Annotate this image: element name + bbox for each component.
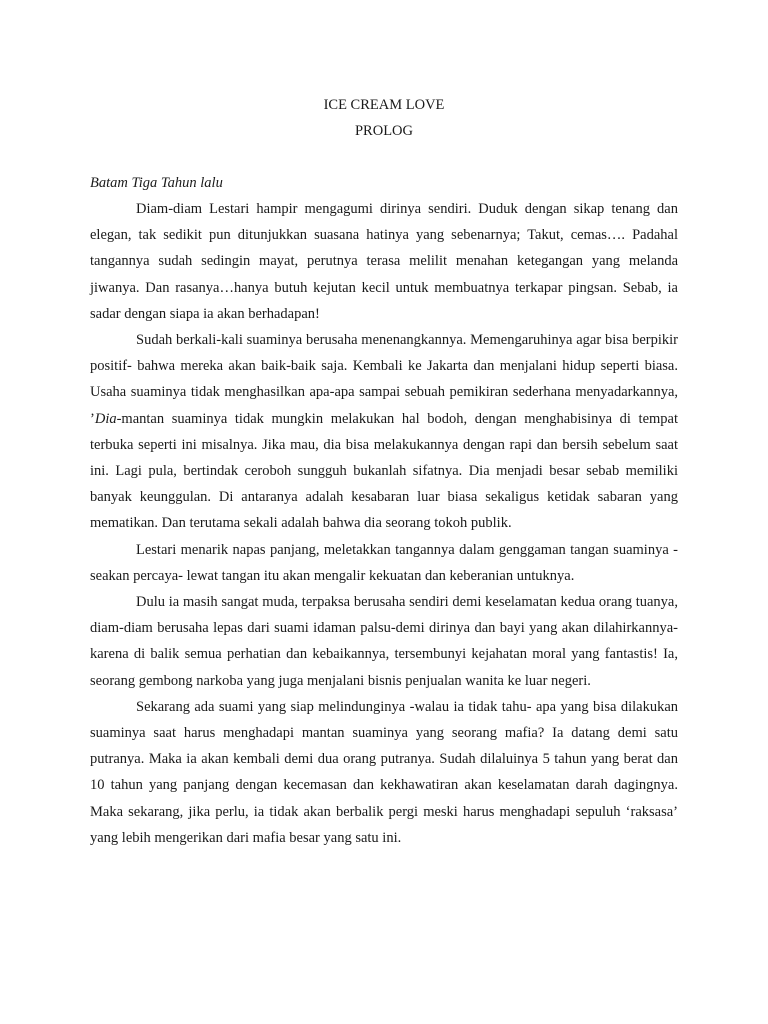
place-time-line: Batam Tiga Tahun lalu xyxy=(90,175,223,191)
document-title: ICE CREAM LOVE xyxy=(323,97,445,113)
chapter-title: PROLOG xyxy=(354,123,413,139)
paragraph-text: Sudah berkali-kali suaminya berusaha menenangkannya. Memengaruhinya agar bisa berpikir positif- bahwa mereka akan baik-baik saja. Kembali ke Jakarta dan menjalani hidup seperti biasa. Usaha suaminya tidak menghasilkan apa-apa sampai sebuah pemikiran sederhana menyadarkannya, ’ xyxy=(90,332,678,427)
paragraph xyxy=(90,537,678,589)
paragraph xyxy=(90,196,678,327)
paragraph-text: -mantan suaminya tidak mungkin melakukan hal bodoh, dengan menghabisinya di tempat terbuka seperti ini misalnya. Jika mau, dia bisa melakukannya dengan rapi dan bersih sebelum saat ini. Lagi pula, bertindak ceroboh sungguh bukanlah sifatnya. Dia menjadi besar sebab memiliki banyak keunggulan. Di antaranya adalah kesabaran luar biasa sekaligus ketidak sabaran yang mematikan. Dan terutama sekali adalah bahwa dia seorang tokoh publik. xyxy=(90,410,678,532)
body-text xyxy=(90,196,678,851)
paragraph xyxy=(90,327,678,537)
paragraph xyxy=(90,694,678,851)
paragraph-text: Diam-diam Lestari hampir mengagumi dirinya sendiri. Duduk dengan sikap tenang dan elegan, tak sedikit pun ditunjukkan suasana hatinya yang sebenarnya; Takut, cemas…. Padahal tangannya sudah sedingin mayat, perutnya terasa melilit menahan ketegangan yang melanda jiwanya. Dan rasanya…hanya butuh kejutan kecil untuk membuatnya terkapar pingsan. Sebab, ia sadar dengan siapa ia akan berhadapan! xyxy=(90,201,678,322)
paragraph-text: Sekarang ada suami yang siap melindunginya -walau ia tidak tahu- apa yang bisa dilakukan suaminya saat harus menghadapi mantan suaminya yang seorang mafia? Ia datang demi satu putranya. Maka ia akan kembali demi dua orang putranya. Sudah dilaluinya 5 tahun yang berat dan 10 tahun yang panjang dengan kecemasan dan kekhawatiran akan keselamatan darah dagingnya. Maka sekarang, jika perlu, ia tidak akan berbalik pergi meski harus menghadapi sepuluh ‘raksasa’ yang lebih mengerikan dari mafia besar yang satu ini. xyxy=(90,698,678,846)
paragraph-text: Lestari menarik napas panjang, meletakkan tangannya dalam genggaman tangan suaminya -seakan percaya- lewat tangan itu akan mengalir kekuatan dan keberanian untuknya. xyxy=(90,541,678,584)
document-page xyxy=(90,92,678,851)
paragraph-text: Dulu ia masih sangat muda, terpaksa berusaha sendiri demi keselamatan kedua orang tuanya, diam-diam berusaha lepas dari suami idaman palsu-demi dirinya dan bayi yang akan dilahirkannya- karena di balik semua perhatian dan kebaikannya, tersembunyi kejahatan moral yang fantastis! Ia, seorang gembong narkoba yang juga menjalani bisnis penjualan wanita ke luar negeri. xyxy=(90,594,678,689)
paragraph xyxy=(90,589,678,694)
paragraph-text: Dia xyxy=(94,410,117,427)
